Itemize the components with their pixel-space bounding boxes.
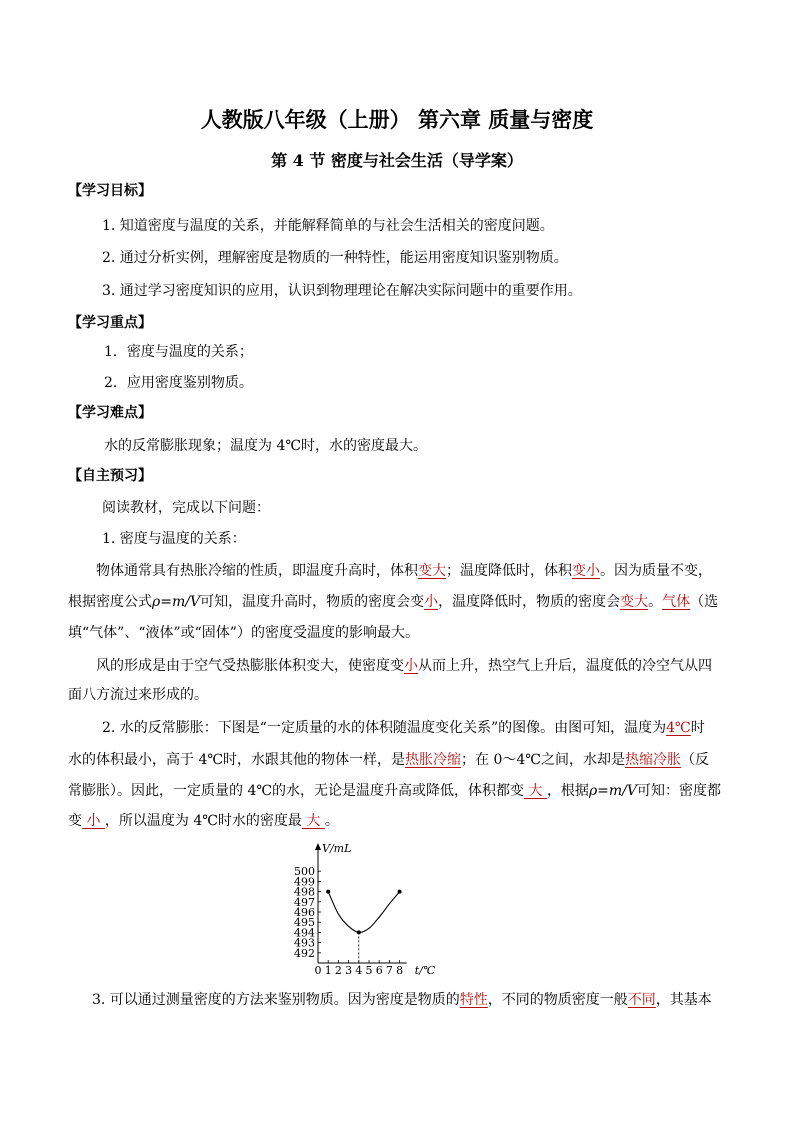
answer-blank: 热缩冷胀 [624,752,681,768]
x-tick-label: 4 [355,964,363,975]
paragraph-line: 填“气体”、“液体”或“固体”）的密度受温度的影响最大。 [68,625,419,641]
preview-heading: 【自主预习】 [68,468,152,484]
paragraph-line [92,990,712,1010]
x-tick-label: 3 [345,964,353,975]
text-span: ，根据 [546,783,589,799]
answer-blank: 变小 [572,563,600,579]
y-axis-arrow [315,843,321,850]
y-tick-label: 492 [294,946,315,960]
x-tick-label: 0 [314,964,322,975]
data-point [398,890,402,894]
y-tick-label: 494 [294,926,315,940]
paragraph-line [102,718,705,738]
page-subtitle: 第 4 节 密度与社会生活（导学案） [271,151,523,170]
text-span: ，所以温度为 4℃时水的密度最 [104,813,302,829]
paragraph-line [68,781,721,801]
answer-blank: 4℃ [666,720,691,736]
x-tick-label: 7 [385,964,393,975]
text-span: ，其基本 [655,992,712,1008]
y-tick-label: 499 [294,875,315,889]
text-span: ，温度降低时，物质的密度会 [438,594,621,610]
text-span: ，不同的物质密度一般 [487,992,628,1008]
answer-blank: 小 [82,813,105,829]
goal-item: 2. 通过分析实例，理解密度是物质的一种特性，能运用密度知识鉴别物质。 [102,250,568,266]
focus-item: 2．应用密度鉴别物质。 [104,375,253,391]
paragraph-line [96,561,712,581]
x-axis-label: t/℃ [414,964,436,975]
x-tick-label: 8 [396,964,404,975]
difficulty-text: 水的反常膨胀现象；温度为 4℃时，水的密度最大。 [104,438,428,454]
y-tick-label: 498 [294,885,315,899]
answer-blank: 气体 [662,594,691,610]
x-tick-label: 2 [334,964,342,975]
focus-heading: 【学习重点】 [68,315,152,331]
text-span: 。因为质量不变， [600,563,712,579]
text-span: 2. 水的反常膨胀：下图是“一定质量的水的体积随温度变化关系”的图像。由图可知，温度为 [102,720,667,736]
density-formula: ρ=m/V [588,783,638,799]
goals-heading: 【学习目标】 [68,183,152,199]
text-span: 可知，温度升高时，物质的密度会变 [200,594,425,610]
answer-blank: 不同 [627,992,656,1008]
text-span: 变 [68,813,82,829]
volume-curve [328,892,399,933]
answer-blank: 变大 [418,563,446,579]
y-tick-label: 495 [294,916,315,930]
y-tick-label: 497 [294,895,315,909]
text-span: （选 [690,594,719,610]
paragraph-line [68,750,709,770]
answer-blank: 大 [301,813,325,829]
x-tick-label: 1 [324,964,332,975]
text-span: 可知：密度都 [637,783,722,799]
answer-blank: 小 [424,594,439,610]
y-tick-label: 493 [294,936,315,950]
question-1-title: 1. 密度与温度的关系： [102,531,246,547]
x-tick-label: 6 [375,964,383,975]
text-span: 风的形成是由于空气受热膨胀体积变大，使密度变 [96,658,404,674]
page-title: 人教版八年级（上册） 第六章 质量与密度 [200,107,594,132]
paragraph-line: 面八方流过来形成的。 [68,687,208,703]
density-formula: ρ=m/V [152,594,201,610]
text-span: 3. 可以通过测量密度的方法来鉴别物质。因为密度是物质的 [92,992,460,1008]
paragraph-line [68,811,339,831]
goal-item: 3. 通过学习密度知识的应用，认识到物理理论在解决实际问题中的重要作用。 [102,283,582,299]
data-point [326,890,330,894]
text-span: 。 [324,813,339,829]
focus-item: 1．密度与温度的关系； [104,344,253,360]
text-span: 根据密度公式 [68,594,152,610]
preview-intro: 阅读教材，完成以下问题： [102,500,270,516]
y-tick-label: 500 [294,865,315,879]
text-span: 物体通常具有热胀冷缩的性质，即温度升高时，体积 [96,563,418,579]
answer-blank: 大 [524,783,547,799]
answer-blank: 变大 [620,594,649,610]
text-span: （反 [680,752,709,768]
water-volume-chart [280,840,455,975]
answer-blank: 特性 [459,992,488,1008]
paragraph-line [96,656,712,676]
text-span: ；在 0～4℃之间，水却是 [461,752,625,768]
goal-item: 1. 知道密度与温度的关系，并能解释简单的与社会生活相关的密度问题。 [102,218,554,234]
text-span: ；温度降低时，体积 [446,563,572,579]
paragraph-line [68,592,718,612]
text-span: 时 [690,720,705,736]
text-span: 从而上升，热空气上升后，温度低的冷空气从四 [418,658,712,674]
x-tick-label: 5 [365,964,373,975]
text-span: 水的体积最小，高于 4℃时，水跟其他的物体一样，是 [68,752,406,768]
text-span: 常膨胀）。因此，一定质量的 4℃的水，无论是温度升高或降低，体积都变 [68,783,525,799]
answer-blank: 小 [404,658,418,674]
text-span: 。 [648,594,663,610]
difficulty-heading: 【学习难点】 [68,405,152,421]
y-tick-label: 496 [294,906,315,919]
answer-blank: 热胀冷缩 [405,752,462,768]
y-axis-label: V/mL [322,842,352,855]
